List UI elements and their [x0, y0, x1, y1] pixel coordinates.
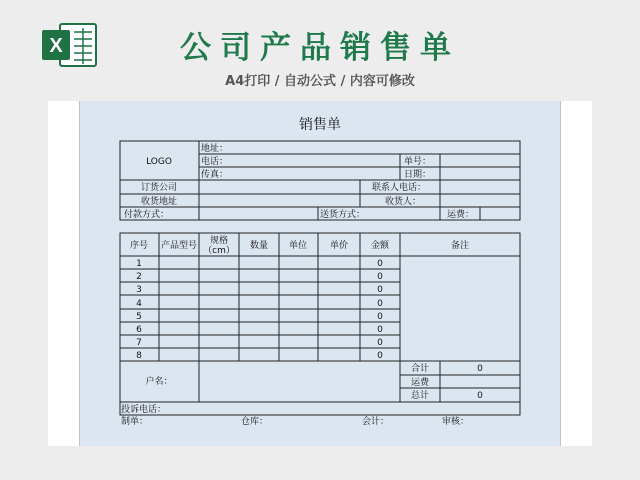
- receiver-label: 收货人：: [385, 197, 422, 207]
- reviewer-label: 审核：: [442, 417, 470, 427]
- phone-label: 电话：: [201, 157, 229, 167]
- row-amount: 0: [377, 299, 383, 309]
- col-header-unit: 单位: [288, 241, 308, 251]
- accountant-label: 会计：: [362, 417, 390, 427]
- col-header-amount: 金额: [370, 241, 390, 251]
- row-amount: 0: [377, 312, 383, 322]
- svg-text:X: X: [49, 35, 63, 57]
- col-header-spec-unit: （cm）: [203, 246, 235, 256]
- total-value: 0: [477, 391, 483, 401]
- row-amount: 0: [377, 325, 383, 335]
- maker-label: 制单：: [121, 417, 149, 427]
- freight-label-top: 运费：: [447, 210, 475, 220]
- row-no: 7: [136, 338, 142, 348]
- row-amount: 0: [377, 338, 383, 348]
- order-company-label: 订货公司: [140, 183, 178, 193]
- row-no: 3: [136, 285, 142, 295]
- order-no-label: 单号：: [404, 157, 432, 167]
- fax-label: 传真：: [201, 170, 229, 180]
- ship-address-label: 收货地址: [140, 197, 178, 207]
- col-header-price: 单价: [329, 241, 349, 251]
- subtotal-label: 合计: [410, 364, 430, 374]
- warehouse-label: 仓库：: [241, 417, 269, 427]
- row-amount: 0: [377, 285, 383, 295]
- row-no: 2: [136, 272, 142, 282]
- form-title: 销售单: [299, 117, 341, 133]
- date-label: 日期：: [404, 170, 432, 180]
- address-label: 地址：: [201, 144, 229, 154]
- complaint-phone-label: 投诉电话：: [121, 405, 167, 415]
- row-no: 1: [136, 259, 142, 269]
- col-header-spec: 规格: [209, 236, 229, 246]
- col-header-no: 序号: [129, 241, 149, 251]
- row-no: 4: [136, 299, 142, 309]
- contact-phone-label: 联系人电话：: [372, 183, 427, 193]
- row-amount: 0: [377, 259, 383, 269]
- page-title: 公司产品销售单: [180, 30, 460, 66]
- page-subtitle: A4打印 / 自动公式 / 内容可修改: [225, 74, 415, 89]
- payment-method-label: 付款方式：: [124, 210, 170, 220]
- row-no: 8: [136, 351, 142, 361]
- account-name-label: 户名：: [145, 377, 173, 387]
- row-amount: 0: [377, 272, 383, 282]
- row-no: 5: [136, 312, 142, 322]
- total-label: 总计: [410, 391, 430, 401]
- row-amount: 0: [377, 351, 383, 361]
- logo-placeholder: LOGO: [146, 157, 172, 167]
- col-header-qty: 数量: [249, 241, 269, 251]
- subtotal-value: 0: [477, 364, 483, 374]
- freight-label: 运费: [410, 378, 430, 388]
- delivery-method-label: 送货方式：: [320, 210, 366, 220]
- col-header-model: 产品型号: [160, 241, 198, 251]
- row-no: 6: [136, 325, 142, 335]
- col-header-remark: 备注: [450, 241, 470, 251]
